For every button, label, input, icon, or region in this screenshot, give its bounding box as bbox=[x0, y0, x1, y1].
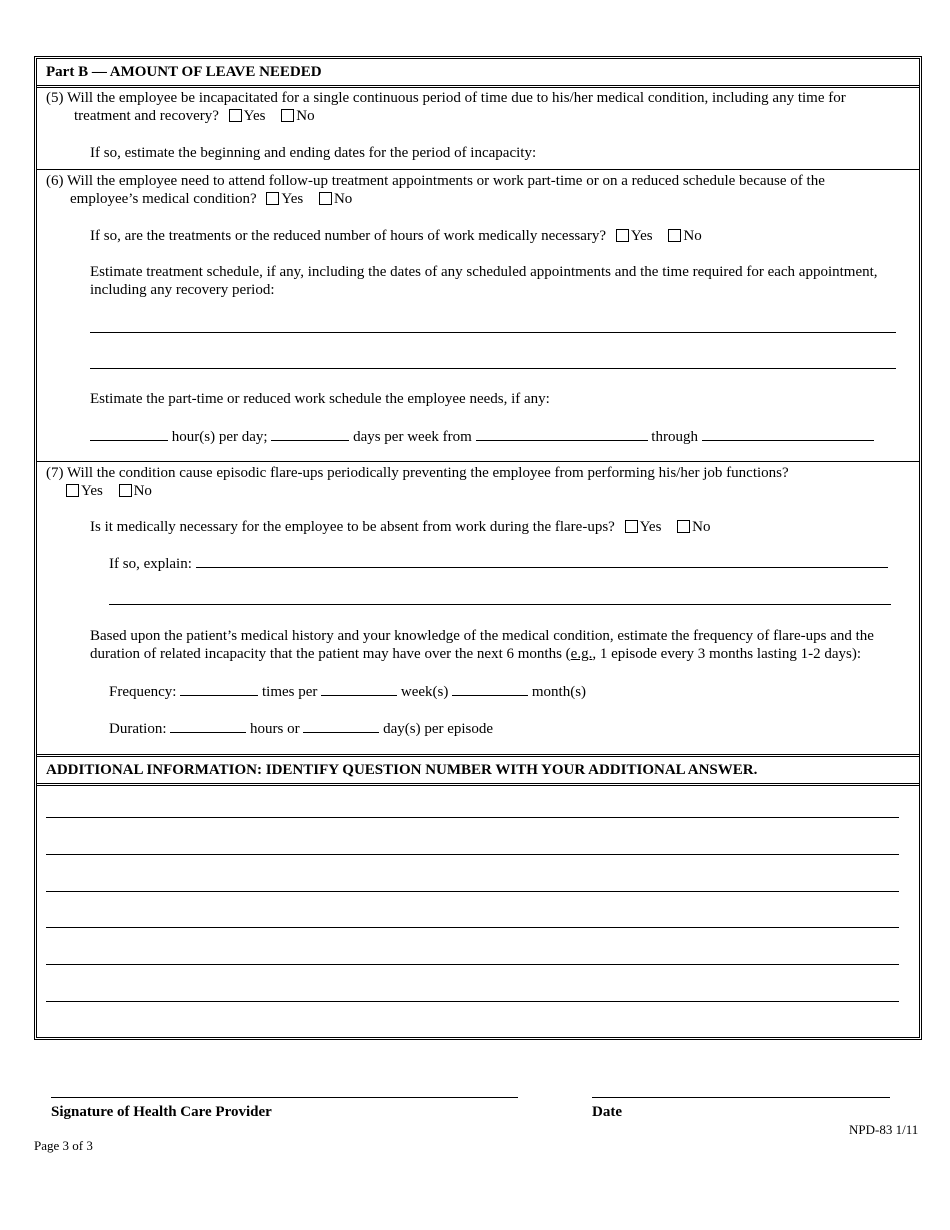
q7-yes-label: Yes bbox=[81, 483, 103, 499]
from-date-blank[interactable] bbox=[476, 427, 648, 441]
q7-absent-no-label: No bbox=[692, 519, 711, 535]
question-5 bbox=[37, 85, 919, 170]
months-label: month(s) bbox=[531, 684, 587, 700]
q6-necessary-yes-checkbox[interactable] bbox=[616, 229, 629, 242]
q7-explain bbox=[109, 554, 888, 573]
q7-explain-label: If so, explain: bbox=[109, 556, 192, 572]
q7-based-text-2a: duration of related incapacity that the patient may have over the next 6 months ( bbox=[90, 646, 571, 662]
q7-based-text-1: Based upon the patient’s medical history and your knowledge of the medical condition, estimate the frequency of flare-ups and the bbox=[90, 628, 874, 644]
q7-explain-line-2[interactable] bbox=[109, 604, 891, 605]
q7-no-label: No bbox=[133, 483, 152, 499]
q5-followup: If so, estimate the beginning and ending dates for the period of incapacity: bbox=[90, 145, 537, 161]
q6-reduced-schedule bbox=[90, 427, 874, 446]
date-label: Date bbox=[592, 1104, 622, 1120]
hours-or-label: hours or bbox=[250, 721, 300, 737]
fmla-form bbox=[34, 56, 922, 1040]
q6-schedule-answer-line-1[interactable] bbox=[90, 332, 896, 333]
question-7 bbox=[37, 461, 919, 754]
q7-based-text-2b: , 1 episode every 3 months lasting 1-2 days): bbox=[592, 646, 862, 662]
part-b-header bbox=[37, 59, 919, 88]
q5-no-checkbox[interactable] bbox=[281, 109, 294, 122]
hours-per-day-blank[interactable] bbox=[90, 427, 168, 441]
q7-eg: e.g. bbox=[570, 646, 593, 662]
q5-yes-checkbox[interactable] bbox=[229, 109, 242, 122]
q7-absent-yes-checkbox[interactable] bbox=[625, 520, 638, 533]
q7-text-1: (7) Will the condition cause episodic flare-ups periodically preventing the employee from performing his/her job functions? bbox=[46, 465, 789, 481]
q6-necessary-label: If so, are the treatments or the reduced number of hours of work medically necessary? bbox=[90, 228, 607, 244]
q7-absent-no-checkbox[interactable] bbox=[677, 520, 690, 533]
days-per-week-blank[interactable] bbox=[271, 427, 349, 441]
page-number: Page 3 of 3 bbox=[34, 1138, 93, 1153]
weeks-label: week(s) bbox=[400, 684, 449, 700]
q7-yes-checkbox[interactable] bbox=[66, 484, 79, 497]
provider-signature-line[interactable] bbox=[51, 1097, 518, 1098]
question-6 bbox=[37, 169, 919, 462]
additional-answer-line-4[interactable] bbox=[46, 927, 899, 928]
q7-duration bbox=[109, 719, 493, 738]
part-b-title: Part B — AMOUNT OF LEAVE NEEDED bbox=[46, 64, 322, 80]
q7-based-text-2 bbox=[90, 645, 861, 663]
additional-info-header bbox=[37, 754, 919, 786]
times-per-label: times per bbox=[261, 684, 318, 700]
q6-no-label: No bbox=[333, 191, 353, 207]
q6-no-checkbox[interactable] bbox=[319, 192, 332, 205]
q7-absent-yes-label: Yes bbox=[639, 519, 662, 535]
q7-answer bbox=[66, 482, 152, 500]
additional-info-title: ADDITIONAL INFORMATION: IDENTIFY QUESTION NUMBER WITH YOUR ADDITIONAL ANSWER. bbox=[46, 762, 758, 778]
frequency-label: Frequency: bbox=[109, 684, 177, 700]
frequency-months-blank[interactable] bbox=[452, 682, 528, 696]
frequency-times-blank[interactable] bbox=[180, 682, 258, 696]
duration-label: Duration: bbox=[109, 721, 167, 737]
q6-necessary-yes-label: Yes bbox=[630, 228, 653, 244]
q7-no-checkbox[interactable] bbox=[119, 484, 132, 497]
q6-text-2-label: employee’s medical condition? bbox=[70, 191, 257, 207]
days-per-episode-label: day(s) per episode bbox=[383, 721, 494, 737]
q7-absent-label: Is it medically necessary for the employee to be absent from work during the flare-ups? bbox=[90, 519, 615, 535]
duration-days-blank[interactable] bbox=[303, 719, 379, 733]
q5-text-2-label: treatment and recovery? bbox=[74, 108, 219, 124]
additional-answer-line-6[interactable] bbox=[46, 1001, 899, 1002]
q5-text-1: (5) Will the employee be incapacitated for a single continuous period of time due to his/her medical condition, including any time for bbox=[46, 90, 846, 106]
q5-text-2 bbox=[74, 107, 315, 125]
q6-reduced-text: Estimate the part-time or reduced work schedule the employee needs, if any: bbox=[90, 391, 550, 407]
through-date-blank[interactable] bbox=[702, 427, 874, 441]
q6-necessary-no-label: No bbox=[683, 228, 702, 244]
q5-no-label: No bbox=[296, 108, 315, 124]
q6-yes-checkbox[interactable] bbox=[266, 192, 279, 205]
q5-yes-label: Yes bbox=[243, 108, 266, 124]
q7-explain-blank[interactable] bbox=[196, 554, 888, 568]
provider-signature-label: Signature of Health Care Provider bbox=[51, 1104, 272, 1120]
form-number: NPD-83 1/11 bbox=[849, 1122, 919, 1137]
days-per-week-label: days per week from bbox=[353, 429, 472, 445]
q6-schedule-text-1: Estimate treatment schedule, if any, including the dates of any scheduled appointments and the time required for each appointment, bbox=[90, 264, 878, 280]
additional-answer-line-1[interactable] bbox=[46, 817, 899, 818]
additional-answer-line-5[interactable] bbox=[46, 964, 899, 965]
date-line[interactable] bbox=[592, 1097, 890, 1098]
through-label: through bbox=[651, 429, 698, 445]
q6-text-1: (6) Will the employee need to attend follow-up treatment appointments or work part-time or on a reduced schedule because of the bbox=[46, 173, 825, 189]
additional-answer-line-3[interactable] bbox=[46, 891, 899, 892]
q6-schedule-answer-line-2[interactable] bbox=[90, 368, 896, 369]
hours-per-day-label: hour(s) per day; bbox=[171, 429, 268, 445]
q6-text-2 bbox=[70, 190, 352, 208]
q7-absent bbox=[90, 518, 711, 536]
q6-schedule-text-2: including any recovery period: bbox=[90, 282, 275, 298]
frequency-weeks-blank[interactable] bbox=[321, 682, 397, 696]
q7-frequency bbox=[109, 682, 586, 701]
duration-hours-blank[interactable] bbox=[170, 719, 246, 733]
q6-yes-label: Yes bbox=[281, 191, 304, 207]
q6-necessary bbox=[90, 227, 702, 245]
q6-necessary-no-checkbox[interactable] bbox=[668, 229, 681, 242]
additional-answer-line-2[interactable] bbox=[46, 854, 899, 855]
